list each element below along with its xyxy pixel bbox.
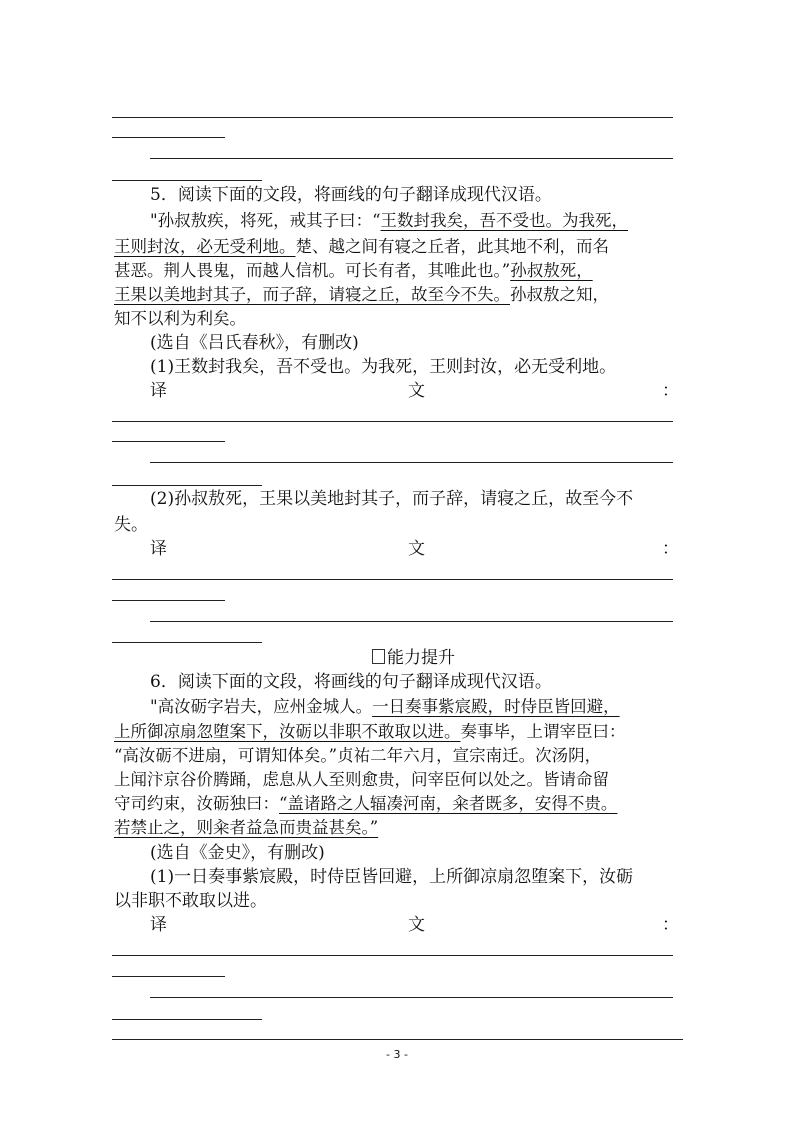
underlined-sentence: 一日奏事紫宸殿，时侍臣皆回避， bbox=[372, 697, 620, 716]
answer-line[interactable] bbox=[112, 955, 673, 956]
section-title-text: 能力提升 bbox=[387, 648, 455, 668]
answer-line bbox=[150, 158, 673, 159]
passage-text: "孙叔敖疾，将死，戒其子曰：“ bbox=[150, 211, 381, 230]
translation-char: 文 bbox=[408, 539, 425, 559]
q6-passage-line bbox=[114, 815, 378, 841]
q6-passage-line bbox=[114, 791, 617, 817]
q6-passage-line: “高汝砺不进扇，可谓知体矣。”贞祐二年六月，宣宗南迁。次汤阴， bbox=[114, 746, 602, 765]
checkbox-icon bbox=[372, 649, 385, 664]
answer-line bbox=[112, 117, 673, 118]
answer-line[interactable] bbox=[112, 976, 225, 977]
q6-passage-line: 上闻汴京谷价腾踊，虑息从人至则愈贵，问宰臣何以处之。皆请命留 bbox=[114, 770, 609, 789]
answer-line[interactable] bbox=[112, 579, 673, 580]
passage-text: 孙叔敖之知， bbox=[510, 285, 609, 304]
q5-prompt: 5．阅读下面的文段，将画线的句子翻译成现代汉语。 bbox=[150, 185, 552, 205]
passage-text: 楚、越之间有寝之丘者，此其地不利，而名 bbox=[295, 237, 609, 256]
underlined-sentence: 孙叔敖死， bbox=[510, 261, 593, 280]
page-number: - 3 - bbox=[386, 1048, 408, 1061]
q5-passage-line: 知不以利为利矣。 bbox=[114, 309, 246, 328]
underlined-sentence: “盖诸路之人辐凑河南，籴者既多，安得不贵。 bbox=[279, 794, 618, 813]
translation-char: 文 bbox=[408, 381, 425, 401]
answer-line[interactable] bbox=[112, 642, 262, 643]
q5-sentence-1: (1)王数封我矣，吾不受也。为我死，王则封汝，必无受利地。 bbox=[150, 357, 617, 377]
answer-line bbox=[112, 137, 225, 138]
underlined-sentence: 若禁止之，则籴者益急而贵益甚矣。” bbox=[114, 818, 379, 837]
section-title bbox=[372, 645, 455, 671]
answer-line[interactable] bbox=[150, 621, 673, 622]
footer-rule bbox=[112, 1039, 683, 1040]
answer-line[interactable] bbox=[112, 421, 673, 422]
passage-text: "高汝砺字岩夫，应州金城人。 bbox=[150, 697, 373, 716]
underlined-sentence: 上所御凉扇忽堕案下，汝砺以非职不敢取以进。 bbox=[114, 722, 461, 741]
q5-source: (选自《吕氏春秋》，有删改) bbox=[150, 333, 359, 353]
translation-char: 译 bbox=[150, 381, 167, 401]
q6-passage-line bbox=[150, 694, 620, 720]
answer-line[interactable] bbox=[112, 1019, 262, 1020]
translation-colon: ： bbox=[662, 381, 679, 401]
q5-sentence-2: (2)孙叔敖死，王果以美地封其子，而子辞，请寝之丘，故至今不 bbox=[150, 489, 634, 509]
translation-char: 译 bbox=[150, 539, 167, 559]
answer-line[interactable] bbox=[112, 600, 225, 601]
translation-char: 译 bbox=[150, 915, 167, 935]
q6-sentence-1-cont: 以非职不敢取以进。 bbox=[114, 891, 267, 911]
q6-prompt: 6．阅读下面的文段，将画线的句子翻译成现代汉语。 bbox=[150, 672, 552, 692]
q5-passage-line bbox=[114, 234, 609, 260]
underlined-sentence: 王果以美地封其子，而子辞，请寝之丘，故至今不失。 bbox=[114, 285, 510, 304]
underlined-sentence: 王则封汝，必无受利地。 bbox=[114, 237, 296, 256]
answer-line bbox=[112, 180, 262, 181]
q6-passage-line bbox=[114, 719, 626, 745]
translation-colon: ： bbox=[662, 915, 679, 935]
q6-source: (选自《金史》，有删改) bbox=[150, 843, 325, 863]
q6-sentence-1: (1)一日奏事紫宸殿，时侍臣皆回避，上所御凉扇忽堕案下，汝砺 bbox=[150, 867, 634, 887]
q5-passage-line bbox=[114, 282, 609, 308]
answer-line[interactable] bbox=[150, 997, 673, 998]
answer-line[interactable] bbox=[150, 462, 673, 463]
q5-passage-line bbox=[114, 258, 593, 284]
underlined-sentence: 王数封我矣，吾不受也。为我死， bbox=[380, 211, 629, 230]
passage-text: 奏事毕，上谓宰臣曰： bbox=[460, 722, 626, 741]
answer-line[interactable] bbox=[112, 441, 225, 442]
q5-sentence-2-cont: 失。 bbox=[114, 515, 148, 535]
passage-text: 守司约束，汝砺独曰： bbox=[114, 794, 279, 813]
passage-text: 甚恶。荆人畏鬼，而越人信机。可长有者，其唯此也。” bbox=[114, 261, 511, 280]
q5-passage-line bbox=[150, 208, 628, 234]
translation-colon: ： bbox=[662, 539, 679, 559]
translation-char: 文 bbox=[408, 915, 425, 935]
